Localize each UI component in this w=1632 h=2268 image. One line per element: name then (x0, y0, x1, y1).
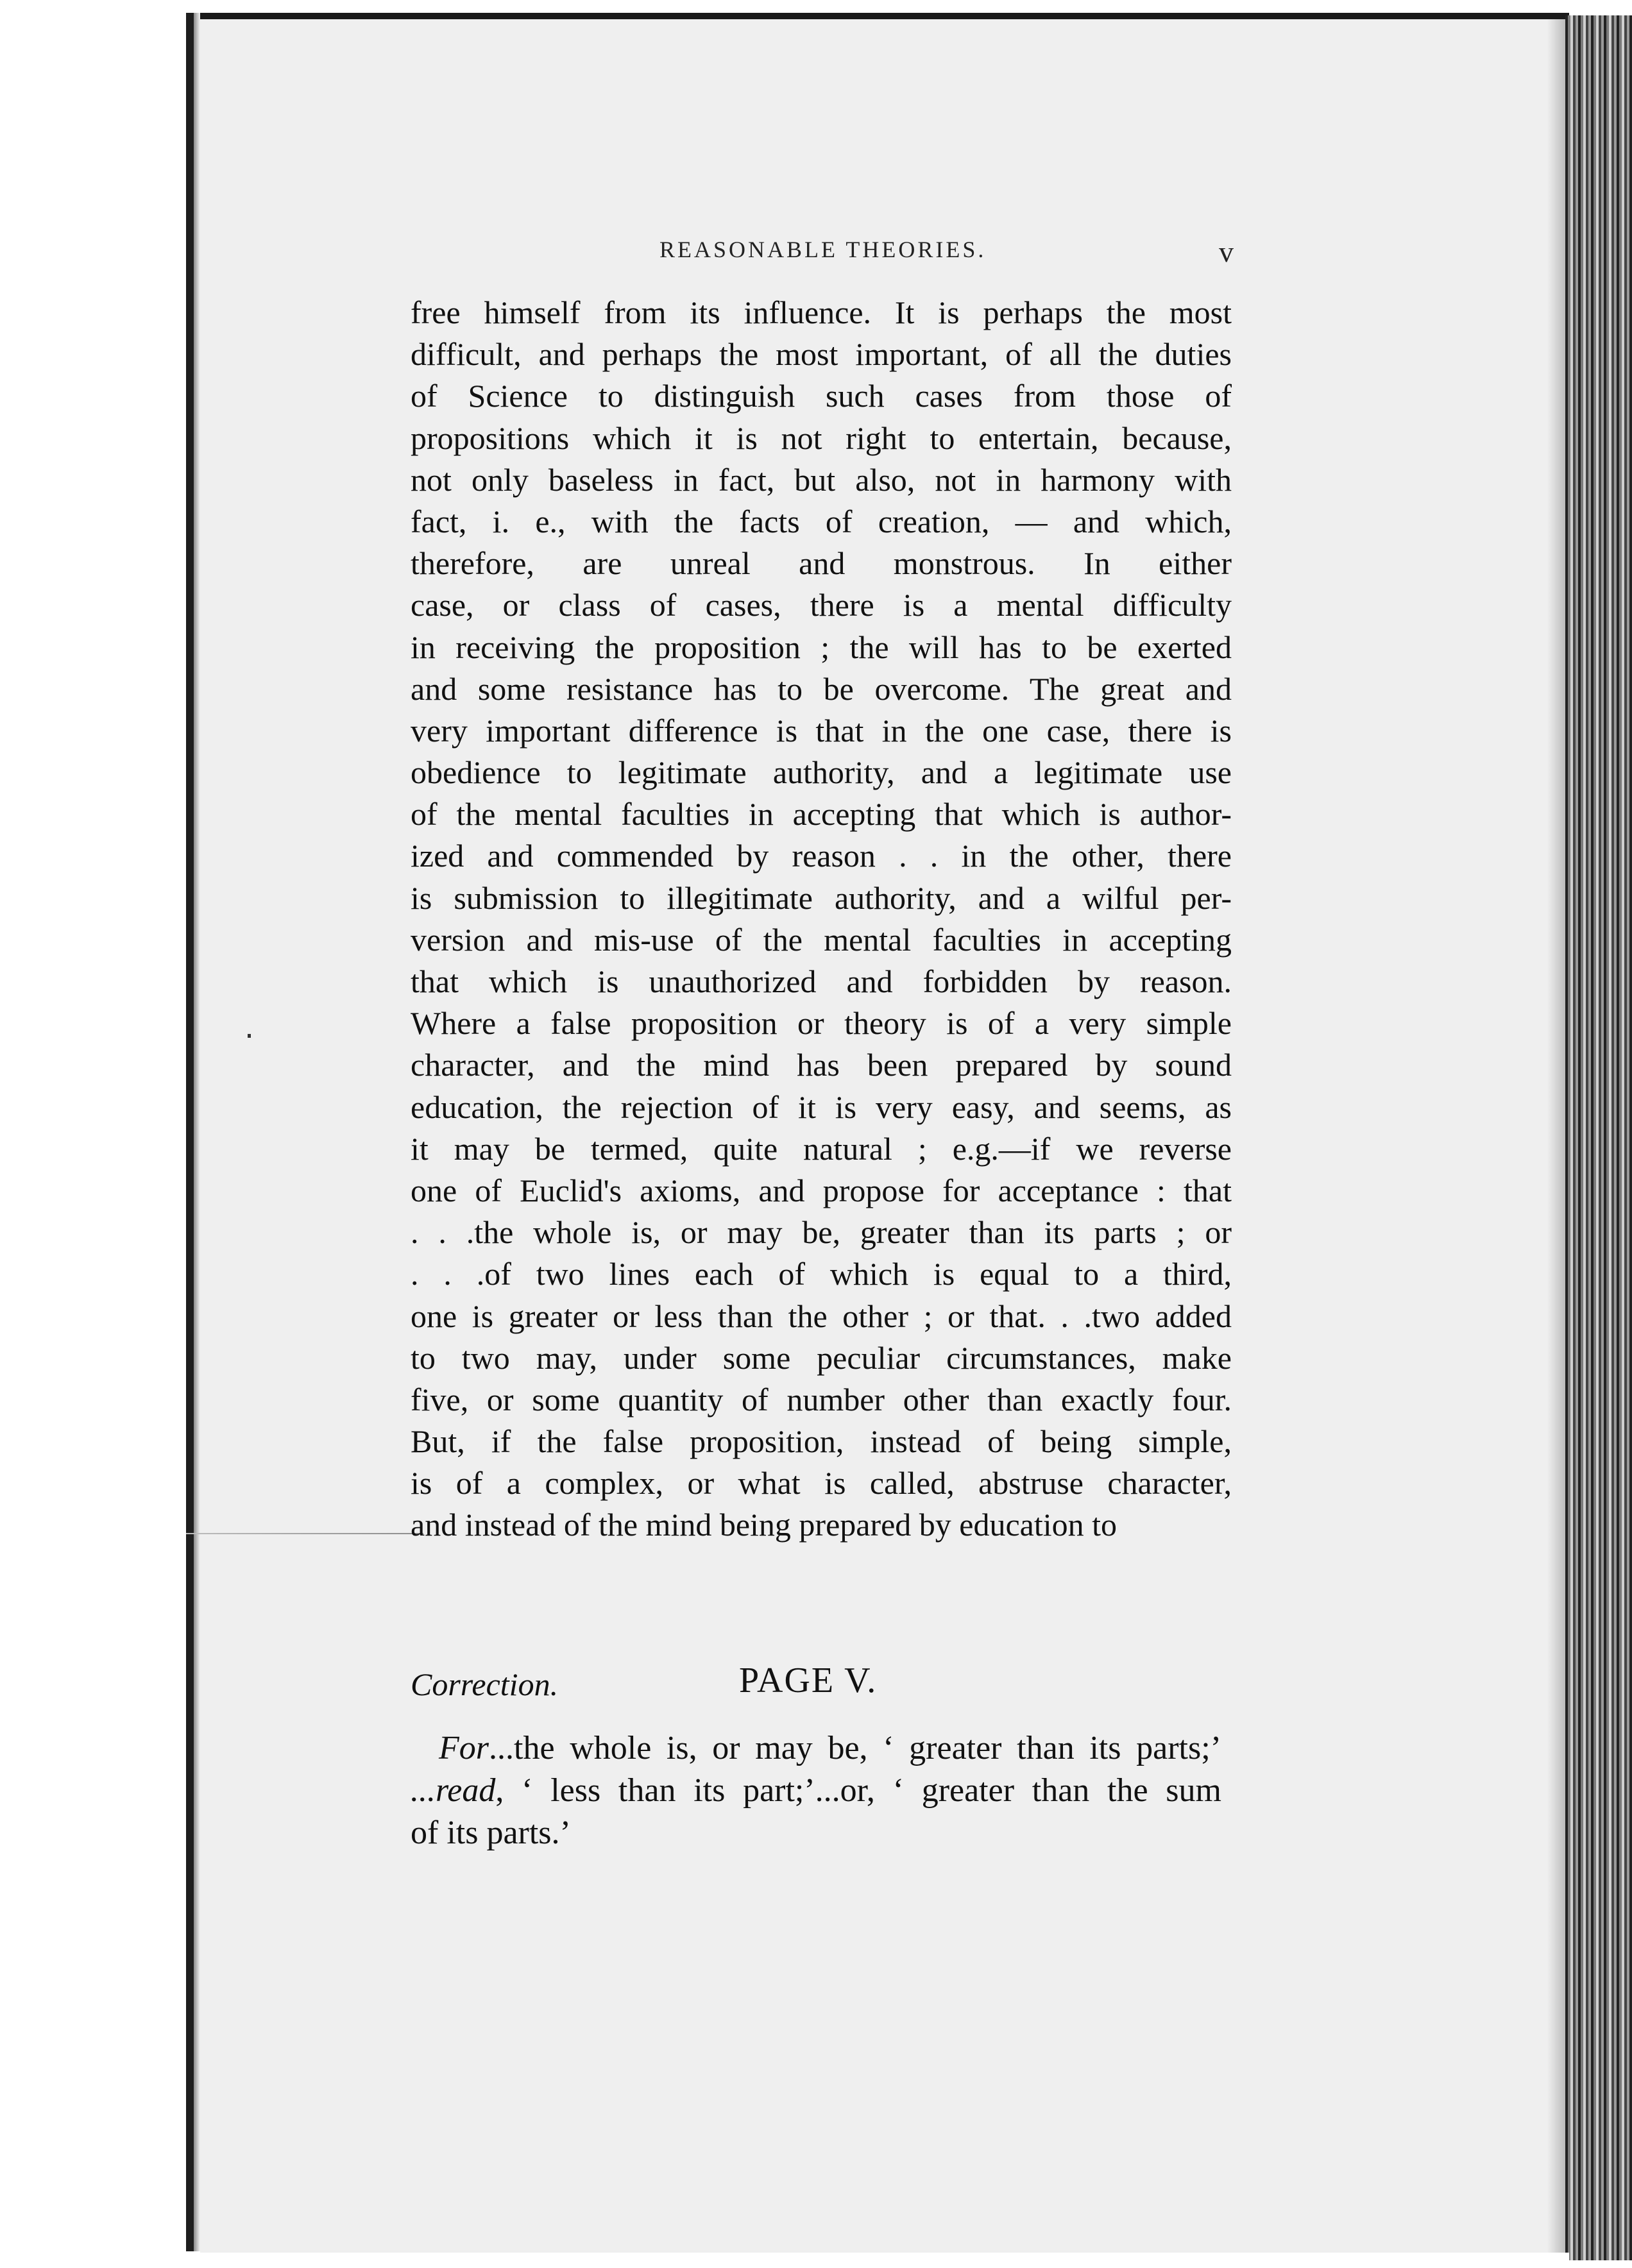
text-line: character, and the mind has been prepared by sound (411, 1047, 1232, 1083)
text-line: one is greater or less than the other ; or that. . .two added (411, 1298, 1232, 1334)
text-line: is submission to illegitimate authority, and a wilful per- (411, 879, 1232, 916)
text-line: and some resistance has to be overcome. The great and (411, 670, 1232, 707)
text-line: five, or some quantity of number other than exactly four. (411, 1381, 1232, 1418)
page-top-edge (200, 13, 1569, 19)
text-line: to two may, under some peculiar circumstances, make (411, 1339, 1232, 1376)
correction-heading (411, 1663, 1221, 1727)
left-binding-edge (186, 13, 194, 2251)
body-text (411, 292, 1232, 1546)
text-line: . . .the whole is, or may be, greater than its parts ; or (411, 1214, 1232, 1251)
correction-text (411, 1727, 1221, 1854)
text-line: very important difference is that in the one case, there is (411, 712, 1232, 749)
right-page-shadow (1547, 19, 1567, 2258)
text-line: free himself from its influence. It is perhaps the most (411, 294, 1232, 330)
running-head: REASONABLE THEORIES. (659, 237, 987, 262)
correction-line: of its parts.’ (411, 1815, 571, 1851)
tipped-in-slip-edge (186, 1533, 423, 1534)
text-line: difficult, and perhaps the most important, of all the duties (411, 336, 1232, 373)
text-line: not only baseless in fact, but also, not in harmony with (411, 461, 1232, 498)
correction-line: ...read, ‘ less than its part;’...or, ‘ greater than the sum (411, 1772, 1221, 1809)
text-line: it may be termed, quite natural ; e.g.—if we reverse (411, 1130, 1232, 1167)
text-line: . . .of two lines each of which is equal to a third, (411, 1256, 1232, 1292)
text-line: ized and commended by reason . . in the other, there (411, 838, 1232, 874)
text-line: propositions which it is not right to entertain, because, (411, 419, 1232, 456)
correction-slip (411, 1663, 1221, 1854)
correction-label: Correction. (411, 1666, 559, 1702)
binding-shadow (194, 13, 200, 2251)
text-line: of the mental faculties in accepting that which is author- (411, 796, 1232, 833)
text-line: fact, i. e., with the facts of creation, — and which, (411, 503, 1232, 539)
page-number: v (1219, 235, 1234, 268)
text-line: therefore, are unreal and monstrous. In either (411, 545, 1232, 582)
text-line: case, or class of cases, there is a mental difficulty (411, 587, 1232, 623)
text-line: Where a false proposition or theory is of a very simple (411, 1005, 1232, 1042)
text-line: education, the rejection of it is very easy, and seems, as (411, 1088, 1232, 1125)
text-line: of Science to distinguish such cases from those of (411, 378, 1232, 414)
text-line: in receiving the proposition ; the will has to be exerted (411, 629, 1232, 665)
text-line: and instead of the mind being prepared by education to (411, 1507, 1118, 1543)
correction-page-ref: PAGE V. (739, 1661, 878, 1700)
text-line: version and mis-use of the mental faculties in accepting (411, 921, 1232, 958)
bottom-margin (200, 2253, 1569, 2268)
text-line: one of Euclid's axioms, and propose for acceptance : that (411, 1172, 1232, 1208)
stacked-page-edges (1565, 15, 1632, 2260)
text-line: obedience to legitimate authority, and a legitimate use (411, 754, 1232, 791)
text-line: is of a complex, or what is called, abstruse character, (411, 1465, 1232, 1502)
text-line: But, if the false proposition, instead of being simple, (411, 1423, 1232, 1460)
text-line: that which is unauthorized and forbidden by reason. (411, 963, 1232, 999)
correction-line: For...the whole is, or may be, ‘ greater than its parts;’ (439, 1730, 1221, 1766)
ink-speck (248, 1034, 251, 1038)
